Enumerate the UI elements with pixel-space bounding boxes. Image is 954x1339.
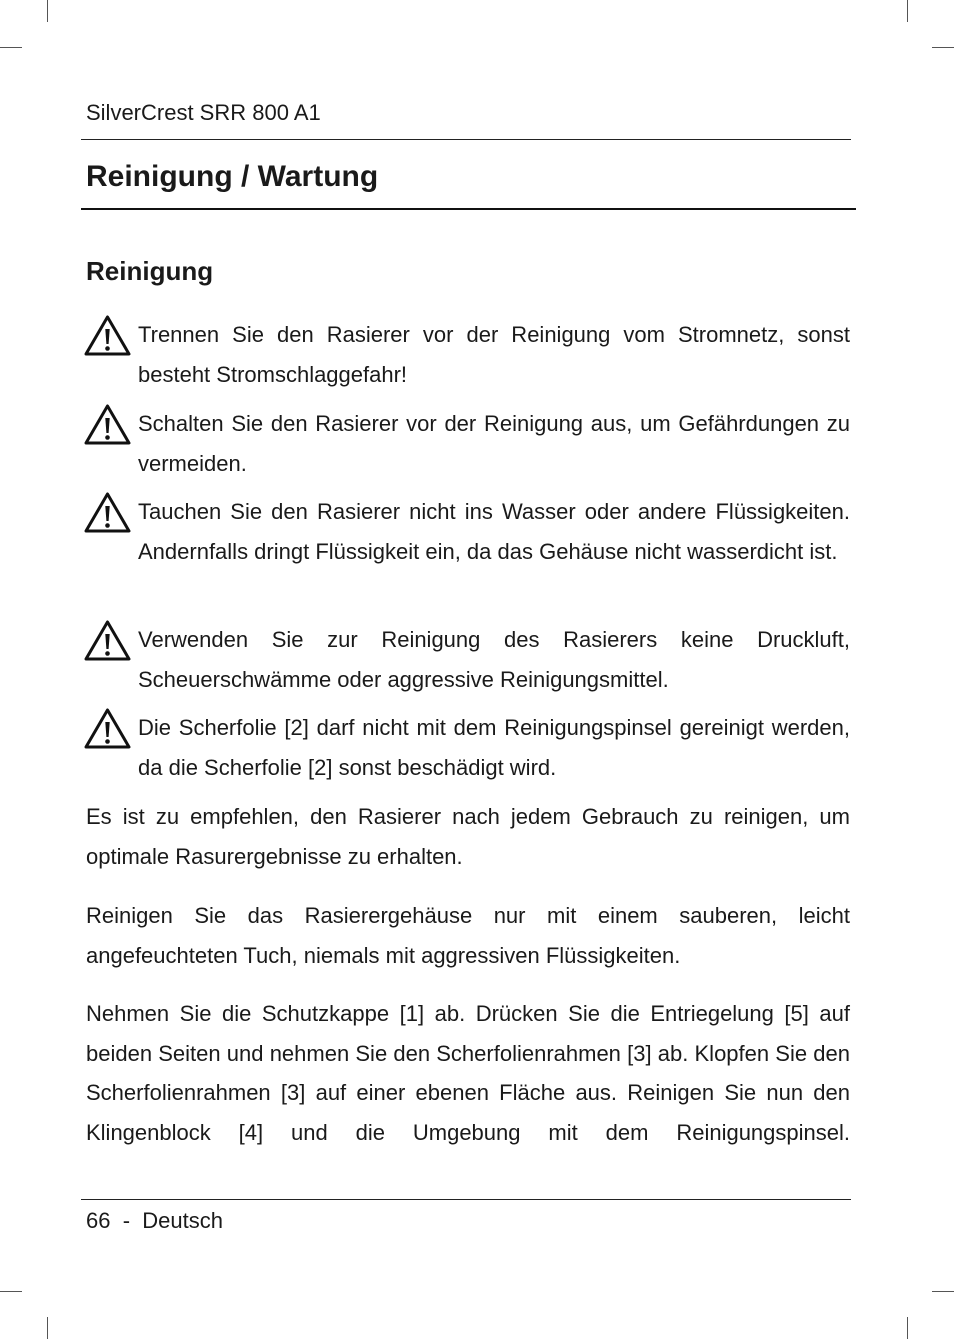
warning-icon <box>84 708 131 749</box>
header-rule <box>81 139 851 140</box>
warning-item <box>84 404 850 483</box>
section-heading: Reinigung <box>86 256 214 286</box>
body-paragraph: Es ist zu empfehlen, den Rasierer nach jedem Gebrauch zu reinigen, um optimale Rasurergebnisse zu erhalten. <box>86 804 850 869</box>
title-rule <box>81 208 856 210</box>
crop-mark <box>0 1291 22 1292</box>
crop-mark <box>0 47 22 48</box>
crop-mark <box>932 47 954 48</box>
crop-mark <box>932 1291 954 1292</box>
warning-text: Die Scherfolie [2] darf nicht mit dem Reinigungspinsel gereinigt werden, da die Scherfolie [2] sonst beschädigt wird. <box>138 715 850 780</box>
warning-item <box>84 620 850 699</box>
crop-mark <box>47 0 48 22</box>
page-footer: 66 - Deutsch <box>86 1208 223 1233</box>
warning-icon <box>84 492 131 533</box>
warning-item <box>84 708 850 787</box>
warning-icon <box>84 620 131 661</box>
warning-text: Schalten Sie den Rasierer vor der Reinigung aus, um Gefährdungen zu vermeiden. <box>138 411 850 476</box>
crop-mark <box>907 1317 908 1339</box>
warning-icon <box>84 404 131 445</box>
warning-text: Trennen Sie den Rasierer vor der Reinigung vom Stromnetz, sonst besteht Stromschlaggefahr! <box>138 322 850 387</box>
warning-item <box>84 492 850 571</box>
crop-mark <box>907 0 908 22</box>
footer-rule <box>81 1199 851 1200</box>
warning-text: Tauchen Sie den Rasierer nicht ins Wasser oder andere Flüssigkeiten. Andernfalls dringt Flüssigkeit ein, da das Gehäuse nicht wasserdicht ist. <box>138 499 850 564</box>
warning-item <box>84 315 850 394</box>
warning-text: Verwenden Sie zur Reinigung des Rasierers keine Druckluft, Scheuerschwämme oder aggressive Reinigungsmittel. <box>138 627 850 692</box>
warning-icon <box>84 315 131 356</box>
crop-mark <box>47 1317 48 1339</box>
page-title: Reinigung / Wartung <box>86 160 379 193</box>
body-paragraph: Nehmen Sie die Schutzkappe [1] ab. Drücken Sie die Entriegelung [5] auf beiden Seiten und nehmen Sie den Scherfolienrahmen [3] ab. Klopfen Sie den Scherfolienrahmen [3] auf einer ebenen Fläche aus. Reinigen Sie nun den Klingenblock [4] und die Umgebung mit dem Reinigungspinsel. <box>86 1001 850 1145</box>
running-header: SilverCrest SRR 800 A1 <box>86 100 321 125</box>
body-paragraph: Reinigen Sie das Rasierergehäuse nur mit einem sauberen, leicht angefeuchteten Tuch, niemals mit aggressiven Flüssigkeiten. <box>86 903 850 968</box>
